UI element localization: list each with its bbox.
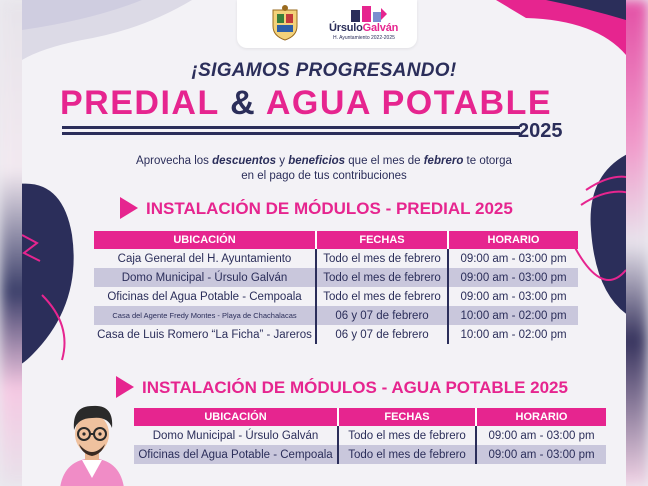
title-ampersand: & xyxy=(230,84,257,122)
title-underline xyxy=(62,132,520,135)
table-cell: Domo Municipal - Úrsulo Galván xyxy=(94,268,316,287)
column-header: FECHAS xyxy=(338,408,476,426)
column-header: FECHAS xyxy=(316,231,448,249)
play-triangle-icon xyxy=(120,197,138,219)
municipal-crest-icon xyxy=(269,4,301,42)
table-header-row xyxy=(134,408,606,426)
logo-header xyxy=(237,0,417,48)
brand-subtitle: H. Ayuntamiento 2022-2025 xyxy=(333,35,395,41)
table-row xyxy=(94,306,578,325)
table-row xyxy=(94,287,578,306)
column-header: HORARIO xyxy=(476,408,606,426)
table-cell: Casa del Agente Fredy Montes - Playa de Chachalacas xyxy=(94,306,316,325)
table-cell: Todo el mes de febrero xyxy=(316,287,448,306)
table-cell: Todo el mes de febrero xyxy=(338,426,476,445)
column-header: UBICACIÓN xyxy=(94,231,316,249)
page-title xyxy=(60,84,552,123)
table-row xyxy=(94,249,578,268)
table-cell: 09:00 am - 03:00 pm xyxy=(488,429,595,442)
table-row xyxy=(94,325,578,344)
agua-table xyxy=(134,408,606,464)
table-cell: 09:00 am - 03:00 pm xyxy=(460,252,567,265)
table-row xyxy=(94,268,578,287)
tagline: ¡SIGAMOS PROGRESANDO! xyxy=(191,60,457,81)
play-triangle-icon xyxy=(116,376,134,398)
table-cell: 09:00 am - 03:00 pm xyxy=(448,268,578,287)
top-right-decoration xyxy=(486,0,626,60)
table-cell: 06 y 07 de febrero xyxy=(316,306,448,325)
poster xyxy=(22,0,626,486)
brand-name: ÚrsuloGalván xyxy=(329,22,399,34)
table-cell: 10:00 am - 02:00 pm xyxy=(460,328,567,341)
table-cell: Caja General del H. Ayuntamiento xyxy=(94,249,316,268)
table-header-row xyxy=(94,231,578,249)
table-cell: 10:00 am - 02:00 pm xyxy=(448,306,578,325)
column-header: HORARIO xyxy=(448,231,578,249)
table-cell: Oficinas del Agua Potable - Cempoala xyxy=(134,445,338,464)
section-title-agua: INSTALACIÓN DE MÓDULOS - AGUA POTABLE 2025 xyxy=(142,378,568,397)
table-cell: Todo el mes de febrero xyxy=(316,249,448,268)
table-cell: Todo el mes de febrero xyxy=(316,268,448,287)
table-cell: 09:00 am - 03:00 pm xyxy=(476,445,606,464)
column-header: UBICACIÓN xyxy=(134,408,338,426)
left-blob-decoration xyxy=(22,175,92,375)
predial-table xyxy=(94,231,578,344)
title-year: 2025 xyxy=(518,120,563,142)
title-word-predial: PREDIAL xyxy=(60,84,220,122)
table-cell: 09:00 am - 03:00 pm xyxy=(460,290,567,303)
table-cell: 06 y 07 de febrero xyxy=(316,325,448,344)
table-cell: Todo el mes de febrero xyxy=(338,445,476,464)
table-cell: Oficinas del Agua Potable - Cempoala xyxy=(94,287,316,306)
title-word-agua: AGUA POTABLE xyxy=(265,84,553,122)
intro-text: Aprovecha los descuentos y beneficios que el mes de febrero te otorga en el pago de tus contribuciones xyxy=(136,155,512,182)
top-left-decoration xyxy=(22,0,212,60)
brand-logo-icon xyxy=(349,4,389,22)
cartoon-character-illustration xyxy=(52,398,132,486)
section-title-predial: INSTALACIÓN DE MÓDULOS - PREDIAL 2025 xyxy=(146,199,513,218)
table-row xyxy=(134,426,606,445)
table-row xyxy=(134,445,606,464)
table-cell: Domo Municipal - Úrsulo Galván xyxy=(134,426,338,445)
table-cell: Casa de Luis Romero “La Ficha” - Jareros xyxy=(94,325,316,344)
title-underline xyxy=(62,126,520,129)
